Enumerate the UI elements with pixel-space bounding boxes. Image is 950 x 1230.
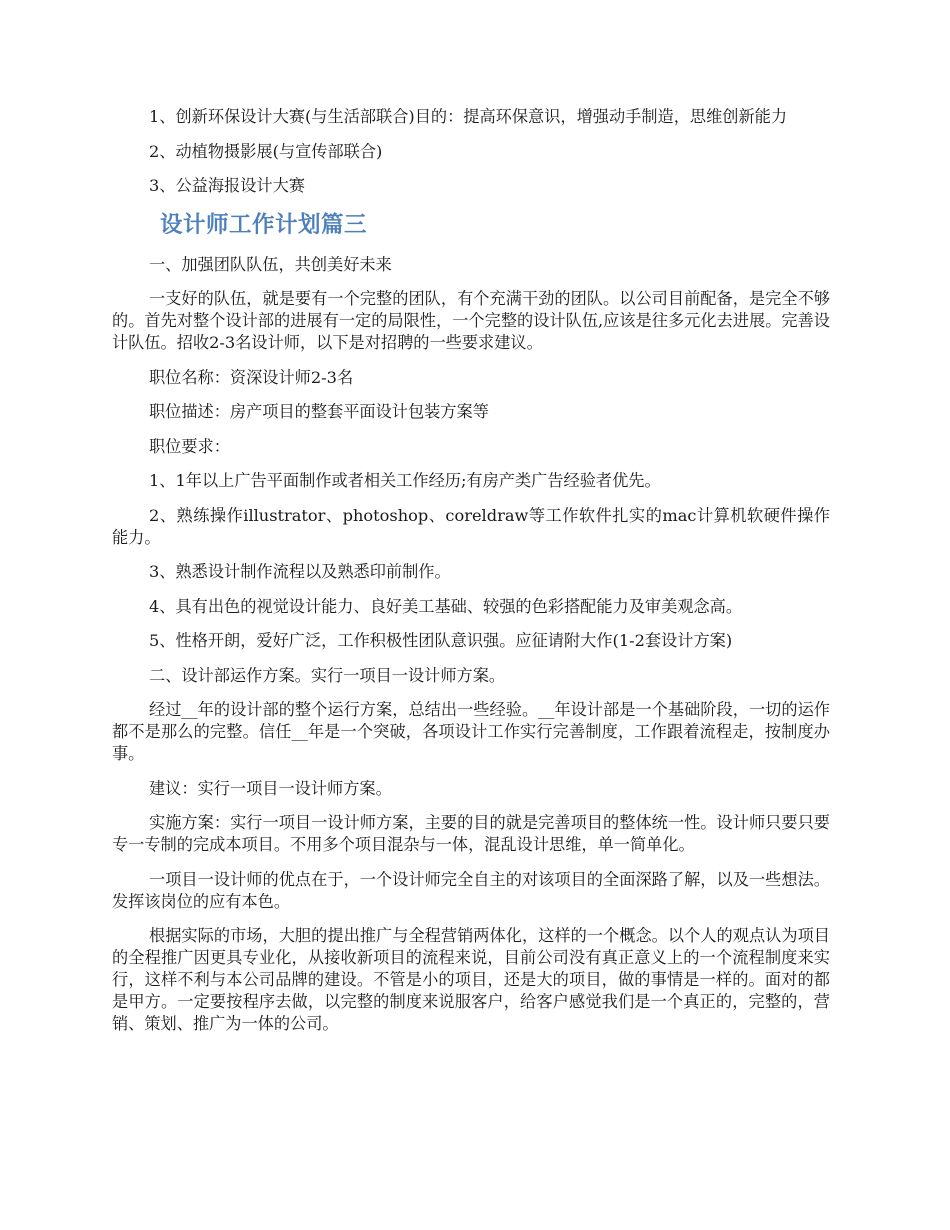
paragraph-experience: 经过__年的设计部的整个运行方案，总结出一些经验。__年设计部是一个基础阶段，一切的运作都不是那么的完整。信任__年是一个突破，各项设计工作实行完善制度，工作跟着流程走，按制度办事。 — [112, 700, 830, 763]
list-item-photo-exhibition: 2、动植物摄影展(与宣传部联合) — [149, 141, 383, 161]
paragraph-advantages: 一项目一设计师的优点在于，一个设计师完全自主的对该项目的全面深路了解，以及一些想法。发挥该岗位的应有本色。 — [112, 869, 830, 911]
requirement-4: 4、具有出色的视觉设计能力、良好美工基础、较强的色彩搭配能力及审美观念高。 — [149, 596, 743, 616]
list-item-poster-contest: 3、公益海报设计大赛 — [149, 176, 305, 195]
section-heading: 设计师工作计划篇三 — [160, 211, 368, 238]
subsection-team-building: 一、加强团队队伍，共创美好未来 — [149, 254, 392, 274]
document-page — [112, 106, 830, 1048]
subsection-operation-plan: 二、设计部运作方案。实行一项目一设计师方案。 — [149, 665, 506, 685]
list-item-eco-design-contest: 1、创新环保设计大赛(与生活部联合)目的：提高环保意识，增强动手制造，思维创新能力 — [149, 107, 788, 126]
requirement-3: 3、熟悉设计制作流程以及熟悉印前制作。 — [149, 562, 451, 581]
paragraph-market: 根据实际的市场，大胆的提出推广与全程营销两体化，这样的一个概念。以个人的观点认为项目的全程推广因更具专业化，从接收新项目的流程来说，目前公司没有真正意义上的一个流程制度来实行，这样不利与本公司品牌的建设。不管是小的项目，还是大的项目，做的事情是一样的。面对的都是甲方。一定要按程序去做，以完整的制度来说服客户，给客户感觉我们是一个真正的，完整的，营销、策划、推广为一体的公司。 — [112, 926, 830, 1033]
job-title: 职位名称：资深设计师2-3名 — [149, 367, 354, 387]
requirement-2: 2、熟练操作illustrator、photoshop、coreldraw等工作软件扎实的mac计算机软硬件操作能力。 — [112, 505, 830, 547]
paragraph-team-intro: 一支好的队伍，就是要有一个完整的团队，有个充满干劲的团队。以公司目前配备，是完全不够的。首先对整个设计部的进展有一定的局限性，一个完整的设计队伍,应该是往多元化去进展。完善设计队伍。招收2-3名设计师，以下是对招聘的一些要求建议。 — [112, 289, 830, 352]
requirement-1: 1、1年以上广告平面制作或者相关工作经历;有房产类广告经验者优先。 — [149, 471, 661, 490]
job-description: 职位描述：房产项目的整套平面设计包装方案等 — [149, 402, 489, 421]
requirement-5: 5、性格开朗，爱好广泛，工作积极性团队意识强。应征请附大作(1-2套设计方案) — [149, 631, 733, 650]
job-requirements-label: 职位要求： — [149, 436, 230, 456]
paragraph-implementation: 实施方案：实行一项目一设计师方案，主要的目的就是完善项目的整体统一性。设计师只要只要专一专制的完成本项目。不用多个项目混杂与一体，混乱设计思维，单一简单化。 — [112, 813, 830, 854]
paragraph-suggestion: 建议：实行一项目一设计师方案。 — [149, 778, 392, 798]
